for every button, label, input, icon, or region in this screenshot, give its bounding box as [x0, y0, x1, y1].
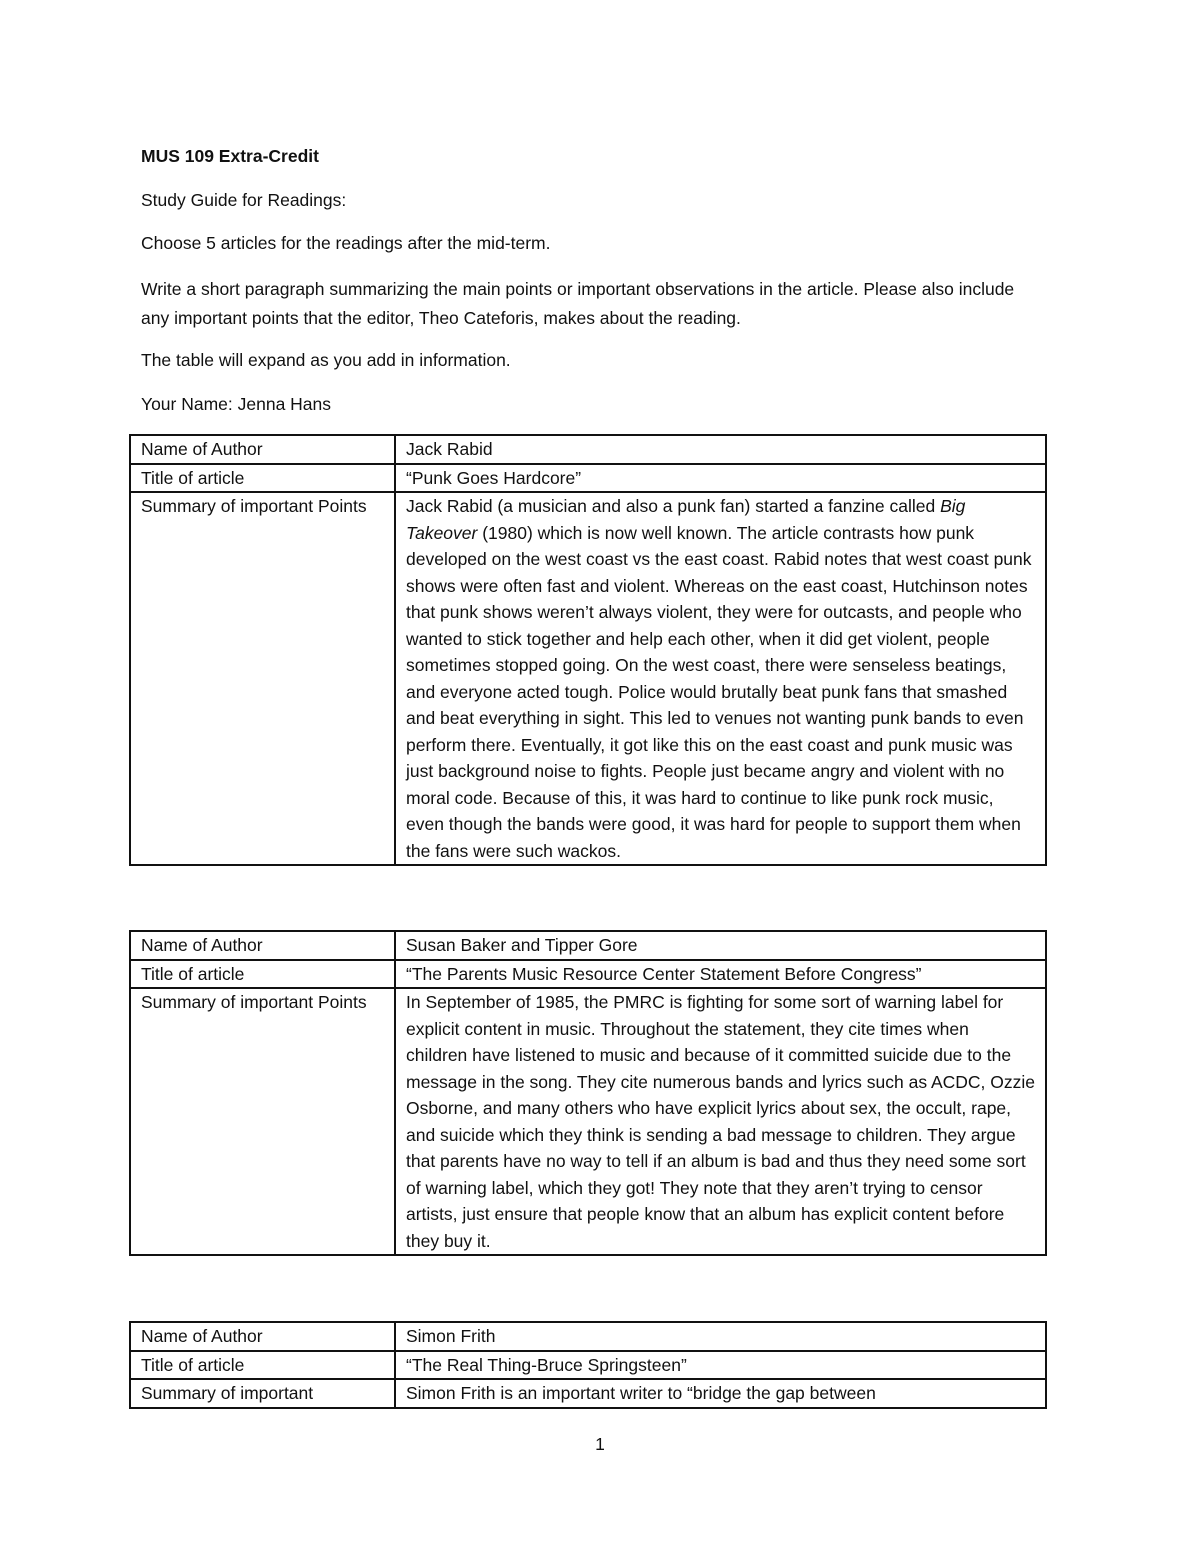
table-row [130, 435, 1046, 464]
author-label: Name of Author [130, 435, 395, 464]
table-row [130, 1379, 1046, 1408]
summary-value: In September of 1985, the PMRC is fighting for some sort of warning label for explicit content in music. Throughout the statement, they cite times when children have listened to music and because of it committed suicide due to the message in the song. They cite numerous bands and lyrics such as ACDC, Ozzie Osborne, and many others who have explicit lyrics about sex, the occult, rape, and suicide which they think is sending a bad message to children. They argue that parents have no way to tell if an album is bad and thus they need some sort of warning label, which they got! They note that they aren’t trying to censor artists, just ensure that people know that an album has explicit content before they buy it. [395, 988, 1046, 1255]
title-value: “Punk Goes Hardcore” [395, 464, 1046, 493]
article-table-1 [129, 434, 1047, 866]
author-label: Name of Author [130, 931, 395, 960]
table-row [130, 492, 1046, 865]
table-row [130, 988, 1046, 1255]
title-value: “The Real Thing-Bruce Springsteen” [395, 1351, 1046, 1380]
table-row [130, 931, 1046, 960]
study-guide-heading: Study Guide for Readings: [141, 190, 347, 210]
table-row [130, 960, 1046, 989]
author-value: Susan Baker and Tipper Gore [395, 931, 1046, 960]
student-name: Your Name: Jenna Hans [141, 394, 332, 414]
summary-text-start: Jack Rabid (a musician and also a punk fan) started a fanzine called [406, 496, 941, 516]
article-table-2 [129, 930, 1047, 1256]
table-row [130, 1322, 1046, 1351]
document-title: MUS 109 Extra-Credit [141, 146, 319, 166]
summary-value: Simon Frith is an important writer to “bridge the gap between [395, 1379, 1046, 1408]
page-number: 1 [595, 1434, 605, 1454]
title-value: “The Parents Music Resource Center Statement Before Congress” [395, 960, 1046, 989]
table-row [130, 464, 1046, 493]
summary-value [395, 492, 1046, 865]
title-label: Title of article [130, 464, 395, 493]
table-row [130, 1351, 1046, 1380]
article-table-3 [129, 1321, 1047, 1409]
instruction-write: Write a short paragraph summarizing the main points or important observations in the article. Please also include any important points that the editor, Theo Cateforis, makes about the reading. [141, 279, 1015, 328]
author-value: Simon Frith [395, 1322, 1046, 1351]
author-value: Jack Rabid [395, 435, 1046, 464]
summary-label: Summary of important [130, 1379, 395, 1408]
publication-title: Big Takeover [406, 496, 966, 543]
summary-label: Summary of important Points [130, 492, 395, 865]
summary-label: Summary of important Points [130, 988, 395, 1255]
instruction-expand: The table will expand as you add in information. [141, 350, 511, 370]
title-label: Title of article [130, 960, 395, 989]
summary-text-rest: (1980) which is now well known. The article contrasts how punk developed on the west coast vs the east coast. Rabid notes that west coast punk shows were often fast and violent. Whereas on the east coast, Hutchinson notes that punk shows weren’t always violent, they were for outcasts, and people who wanted to stick together and help each other, when it did get violent, people sometimes stopped going. On the west coast, there were senseless beatings, and everyone acted tough. Police would brutally beat punk fans that smashed and beat everything in sight. This led to venues not wanting punk bands to even perform there. Eventually, it got like this on the east coast and punk music was just background noise to fights. People just became angry and violent with no moral code. Because of this, it was hard to continue to like punk rock music, even though the bands were good, it was hard for people to support them when the fans were such wackos. [406, 522, 1032, 861]
title-label: Title of article [130, 1351, 395, 1380]
instruction-choose: Choose 5 articles for the readings after the mid-term. [141, 233, 551, 253]
author-label: Name of Author [130, 1322, 395, 1351]
